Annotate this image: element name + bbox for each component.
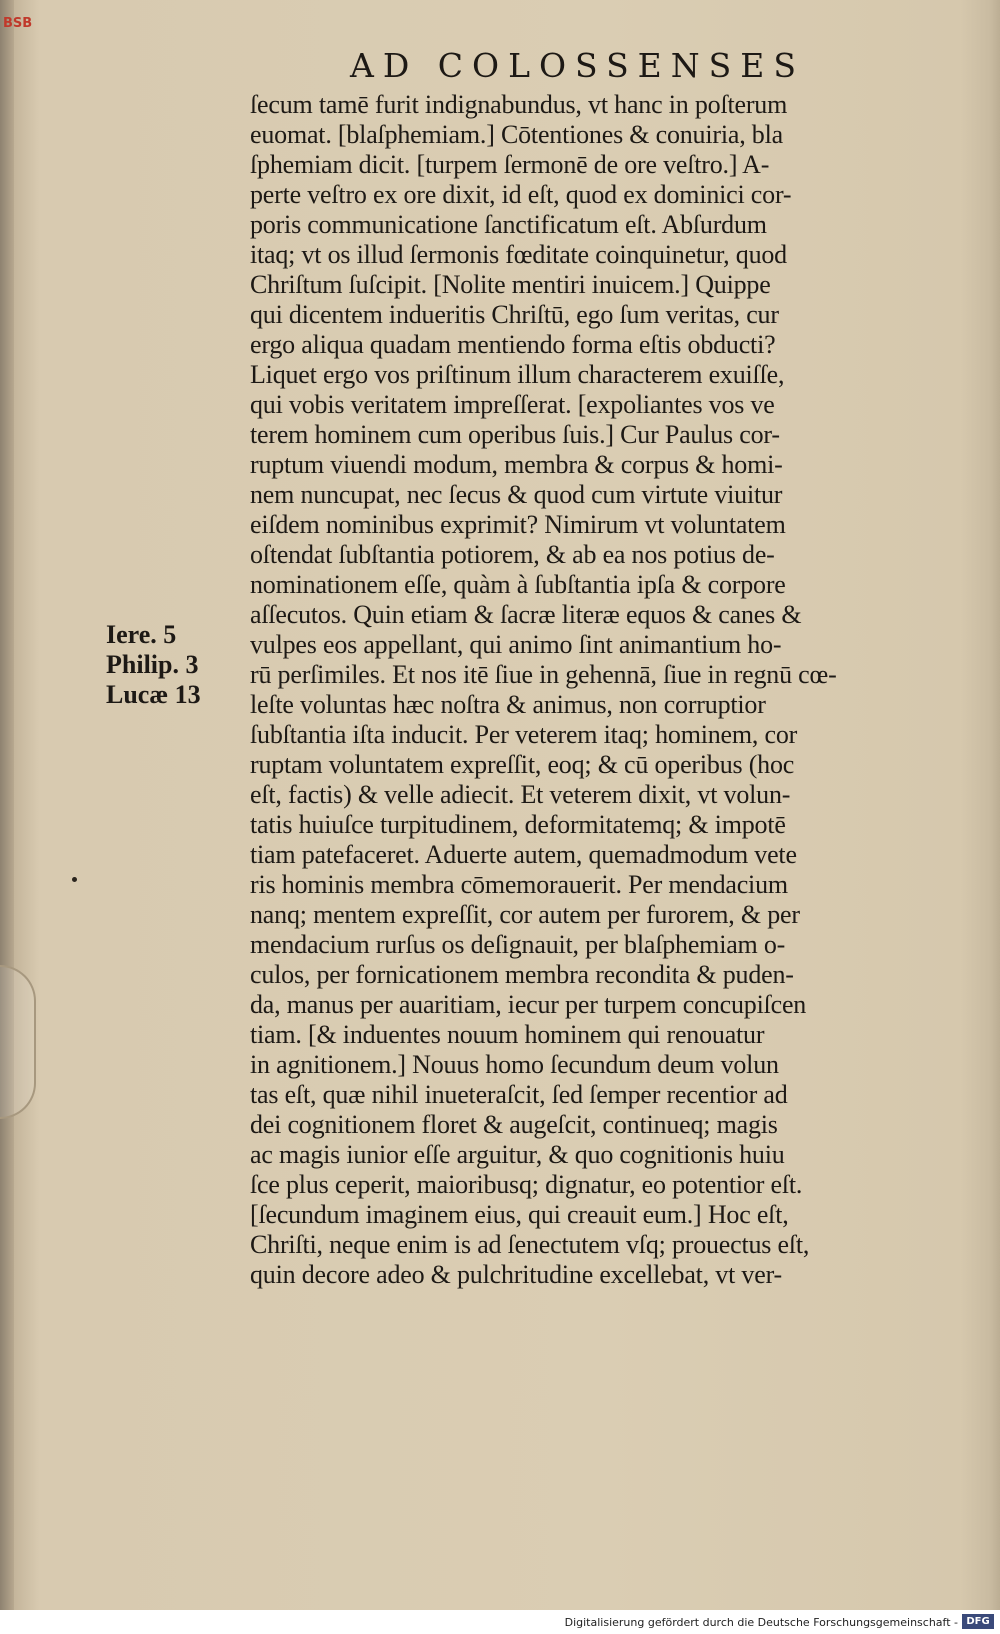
text-line: ſce plus ceperit, maioribusq; dignatur, eo potentior eſt. [250,1170,803,1199]
text-line: eiſdem nominibus exprimit? Nimirum vt voluntatem [250,510,786,539]
text-line: eſt, factis) & velle adiecit. Et veterem dixit, vt volun- [250,780,791,809]
text-line: terem hominem cum operibus ſuis.] Cur Paulus cor- [250,420,780,449]
text-line: in agnitionem.] Nouus homo ſecundum deum volun [250,1050,779,1079]
ink-speck [72,877,77,882]
funding-credit: Digitalisierung gefördert durch die Deutsche Forschungsgemeinschaft - [564,1616,958,1629]
text-line: ris hominis membra cōmemorauerit. Per mendacium [250,870,788,899]
text-line: poris communicatione ſanctificatum eſt. Abſurdum [250,210,767,239]
text-line: tiam patefaceret. Aduerte autem, quemadmodum vete [250,840,797,869]
page-gutter [14,0,38,1610]
text-line: vulpes eos appellant, qui animo ſint animantium ho- [250,630,782,659]
library-mark: BSB [3,16,33,31]
text-line: rū perſimiles. Et nos itē ſiue in gehennā, ſiue in regnū cœ- [250,660,837,689]
text-line: leſte voluntas hæc noſtra & animus, non corruptior [250,690,766,719]
text-line: ſubſtantia iſta inducit. Per veterem itaq; hominem, cor [250,720,798,749]
book-spine [0,0,14,1610]
text-line: dei cognitionem floret & augeſcit, continueq; magis [250,1110,778,1139]
text-line: ſecum tamē furit indignabundus, vt hanc in poſterum [250,90,788,119]
text-line: ruptum viuendi modum, membra & corpus & homi- [250,450,783,479]
text-line: Chriſtum ſuſcipit. [Nolite mentiri inuicem.] Quippe [250,270,771,299]
text-line: itaq; vt os illud ſermonis fœditate coinquinetur, quod [250,240,787,269]
text-line: perte veſtro ex ore dixit, id eſt, quod ex dominici cor- [250,180,792,209]
text-line: mendacium rurſus os deſignauit, per blaſphemiam o- [250,930,786,959]
margin-note: Lucæ 13 [106,680,201,709]
text-line: culos, per fornicationem membra recondita & puden- [250,960,794,989]
text-line: nanq; mentem expreſſit, cor autem per furorem, & per [250,900,800,929]
margin-note: Iere. 5 [106,620,177,649]
text-line: euomat. [blaſphemiam.] Cōtentiones & conuiria, bla [250,120,783,149]
text-line: qui vobis veritatem impreſſerat. [expoliantes vos ve [250,390,775,419]
text-line: tiam. [& induentes nouum hominem qui renouatur [250,1020,765,1049]
text-line: oſtendat ſubſtantia potiorem, & ab ea nos potius de- [250,540,775,569]
margin-notes [106,620,201,710]
text-line: quin decore adeo & pulchritudine excellebat, vt ver- [250,1260,782,1289]
running-head: AD COLOSSENSES [350,46,805,85]
text-line: aſſecutos. Quin etiam & ſacræ literæ equos & canes & [250,600,802,629]
text-line: nem nuncupat, nec ſecus & quod cum virtute viuitur [250,480,783,509]
text-line: ac magis iunior eſſe arguitur, & quo cognitionis huiu [250,1140,785,1169]
text-line: tatis huiuſce turpitudinem, deformitatemq; & impotē [250,810,786,839]
text-line: da, manus per auaritiam, iecur per turpem concupiſcen [250,990,807,1019]
text-line: Liquet ergo vos priſtinum illum characterem exuiſſe, [250,360,785,389]
text-line: [ſecundum imaginem eius, qui creauit eum.] Hoc eſt, [250,1200,789,1229]
text-line: Chriſti, neque enim is ad ſenectutem vſq; prouectus eſt, [250,1230,810,1259]
page-edge-mark [0,965,36,1119]
text-line: ſphemiam dicit. [turpem ſermonē de ore veſtro.] A- [250,150,770,179]
dfg-logo: DFG [962,1614,994,1629]
margin-note: Philip. 3 [106,650,199,679]
text-line: ergo aliqua quadam mentiendo forma eſtis obducti? [250,330,776,359]
text-line: nominationem eſſe, quàm à ſubſtantia ipſa & corpore [250,570,786,599]
text-line: tas eſt, quæ nihil inueteraſcit, ſed ſemper recentior ad [250,1080,788,1109]
text-line: qui dicentem indueritis Chriſtū, ego ſum veritas, cur [250,300,779,329]
body-text [250,90,940,1290]
text-line: ruptam voluntatem expreſſit, eoq; & cū operibus (hoc [250,750,795,779]
